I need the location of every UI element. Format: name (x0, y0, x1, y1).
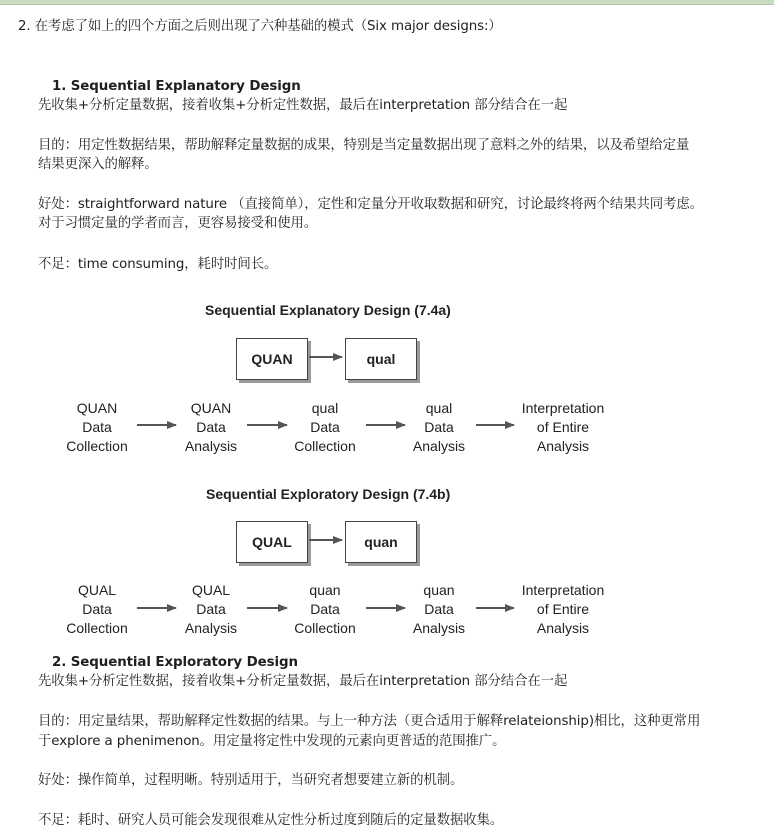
design2-heading: 2. Sequential Exploratory Design (52, 655, 298, 670)
figure-a-step-3: qual Data Collection (294, 400, 356, 454)
design2-purpose-line1: 目的：用定量结果，帮助解释定性数据的结果。与上一种方法（更合适用于解释relateionship)相比，这种更常用 (38, 714, 701, 729)
design1-process: 先收集+分析定量数据，接着收集+分析定性数据，最后在interpretation 部分结合在一起 (38, 98, 568, 113)
design1-heading: 1. Sequential Explanatory Design (52, 79, 301, 94)
design2-purpose-line2: 于explore a phenimenon。用定量将定性中发现的元素向更普适的范围推广。 (38, 734, 506, 749)
figure-a-box-qual: qual (345, 338, 417, 380)
figure-a-step-4: qual Data Analysis (412, 400, 466, 454)
design2-process: 先收集+分析定性数据，接着收集+分析定量数据，最后在interpretation 部分结合在一起 (38, 674, 568, 689)
figure-b-box-qual: QUAL (236, 521, 308, 563)
figure-b-title: Sequential Exploratory Design (7.4b) (206, 486, 451, 502)
figure-b-step-1: QUAL Data Collection (66, 582, 128, 636)
figure-b-step-4: quan Data Analysis (412, 582, 466, 636)
design1-purpose-line1: 目的：用定性数据结果，帮助解释定量数据的成果，特别是当定量数据出现了意料之外的结果，以及希望给定量 (38, 138, 690, 153)
design1-advantage-line1: 好处：straightforward nature （直接简单），定性和定量分开收取数据和研究，讨论最终将两个结果共同考虑。 (38, 197, 703, 212)
figure-a-box-quan: QUAN (236, 338, 308, 380)
intro-line: 2. 在考虑了如上的四个方面之后则出现了六种基础的模式（Six major designs:） (18, 19, 502, 34)
design2-limitation: 不足：耗时、研究人员可能会发现很难从定性分析过度到随后的定量数据收集。 (38, 813, 504, 828)
figure-b-step-2: QUAL Data Analysis (184, 582, 238, 636)
figure-b-step-5: Interpretation of Entire Analysis (521, 582, 605, 636)
design2-advantage: 好处：操作简单，过程明晰。特别适用于，当研究者想要建立新的机制。 (38, 773, 464, 788)
design1-advantage-line2: 对于习惯定量的学者而言，更容易接受和使用。 (38, 216, 318, 231)
design1-limitation: 不足：time consuming，耗时时间长。 (38, 257, 278, 272)
figure-b-step-3: quan Data Collection (294, 582, 356, 636)
figure-a-step-5: Interpretation of Entire Analysis (521, 400, 605, 454)
figure-a-step-1: QUAN Data Collection (66, 400, 128, 454)
design1-purpose-line2: 结果更深入的解释。 (38, 157, 158, 172)
figure-b-box-quan: quan (345, 521, 417, 563)
figure-a-title: Sequential Explanatory Design (7.4a) (205, 302, 451, 318)
figure-a-step-2: QUAN Data Analysis (184, 400, 238, 454)
